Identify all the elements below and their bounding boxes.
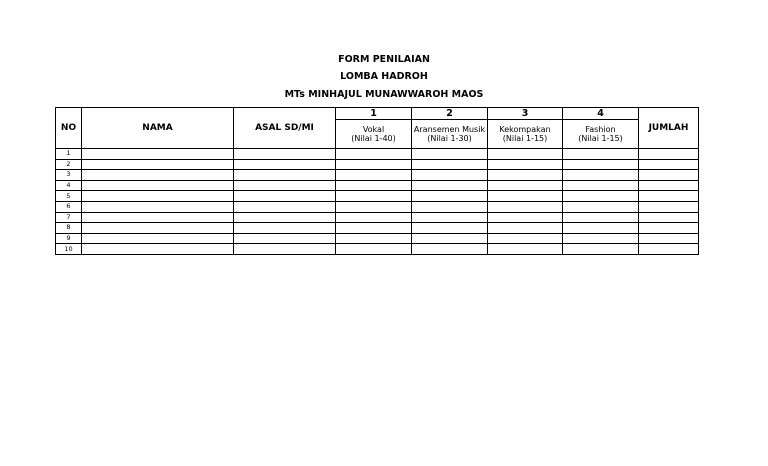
school-name: MTs MINHAJUL MUNAWWAROH MAOS — [284, 89, 484, 100]
asal-cell[interactable] — [234, 170, 336, 181]
aransemen-score-cell[interactable] — [412, 159, 488, 170]
criteria-name: Kekompakan — [499, 124, 551, 134]
table-row — [56, 191, 699, 202]
jumlah-cell[interactable] — [639, 233, 699, 244]
criteria-name: Vokal — [362, 124, 385, 134]
aransemen-score-cell[interactable] — [412, 233, 488, 244]
fashion-score-cell[interactable] — [563, 223, 639, 234]
asal-cell[interactable] — [234, 191, 336, 202]
asal-cell[interactable] — [234, 201, 336, 212]
col-asal-header: ASAL SD/MI — [234, 108, 336, 149]
kekompakan-score-cell[interactable] — [488, 149, 563, 160]
fashion-score-cell[interactable] — [563, 191, 639, 202]
table-row — [56, 212, 699, 223]
vokal-score-cell[interactable] — [336, 159, 412, 170]
row-number: 2 — [56, 159, 82, 170]
row-number: 7 — [56, 212, 82, 223]
nama-cell[interactable] — [82, 223, 234, 234]
fashion-score-cell[interactable] — [563, 149, 639, 160]
fashion-score-cell[interactable] — [563, 201, 639, 212]
criteria-number: 2 — [412, 108, 488, 120]
table-row — [56, 159, 699, 170]
criteria-vokal — [336, 120, 412, 149]
vokal-score-cell[interactable] — [336, 233, 412, 244]
kekompakan-score-cell[interactable] — [488, 201, 563, 212]
criteria-kekompakan — [488, 120, 563, 149]
aransemen-score-cell[interactable] — [412, 223, 488, 234]
asal-cell[interactable] — [234, 159, 336, 170]
vokal-score-cell[interactable] — [336, 212, 412, 223]
asal-cell[interactable] — [234, 212, 336, 223]
asal-cell[interactable] — [234, 244, 336, 255]
kekompakan-score-cell[interactable] — [488, 223, 563, 234]
fashion-score-cell[interactable] — [563, 180, 639, 191]
fashion-score-cell[interactable] — [563, 233, 639, 244]
row-number: 5 — [56, 191, 82, 202]
aransemen-score-cell[interactable] — [412, 149, 488, 160]
criteria-range: (Nilai 1-30) — [427, 134, 472, 143]
kekompakan-score-cell[interactable] — [488, 191, 563, 202]
assessment-table — [55, 107, 699, 255]
criteria-number: 4 — [563, 108, 639, 120]
criteria-number: 1 — [336, 108, 412, 120]
vokal-score-cell[interactable] — [336, 223, 412, 234]
row-number: 3 — [56, 170, 82, 181]
criteria-range: (Nilai 1-15) — [502, 134, 548, 143]
nama-cell[interactable] — [82, 159, 234, 170]
kekompakan-score-cell[interactable] — [488, 159, 563, 170]
nama-cell[interactable] — [82, 233, 234, 244]
jumlah-cell[interactable] — [639, 149, 699, 160]
form-title: FORM PENILAIAN — [338, 54, 430, 65]
aransemen-score-cell[interactable] — [412, 212, 488, 223]
table-row — [56, 180, 699, 191]
aransemen-score-cell[interactable] — [412, 170, 488, 181]
nama-cell[interactable] — [82, 149, 234, 160]
nama-cell[interactable] — [82, 191, 234, 202]
criteria-name: Aransemen Musik — [413, 124, 486, 134]
form-subtitle: LOMBA HADROH — [340, 71, 428, 82]
nama-cell[interactable] — [82, 201, 234, 212]
criteria-name: Fashion — [585, 124, 616, 134]
asal-cell[interactable] — [234, 180, 336, 191]
table-row — [56, 244, 699, 255]
col-no-header: NO — [56, 108, 82, 149]
aransemen-score-cell[interactable] — [412, 180, 488, 191]
jumlah-cell[interactable] — [639, 159, 699, 170]
fashion-score-cell[interactable] — [563, 170, 639, 181]
row-number: 1 — [56, 149, 82, 160]
asal-cell[interactable] — [234, 223, 336, 234]
row-number: 6 — [56, 201, 82, 212]
table-row — [56, 201, 699, 212]
criteria-range: (Nilai 1-15) — [578, 134, 623, 143]
table-row — [56, 149, 699, 160]
row-number: 10 — [56, 244, 82, 255]
asal-cell[interactable] — [234, 149, 336, 160]
aransemen-score-cell[interactable] — [412, 201, 488, 212]
table-row — [56, 223, 699, 234]
col-nama-header: NAMA — [82, 108, 234, 149]
jumlah-cell[interactable] — [639, 201, 699, 212]
vokal-score-cell[interactable] — [336, 191, 412, 202]
jumlah-cell[interactable] — [639, 180, 699, 191]
jumlah-cell[interactable] — [639, 170, 699, 181]
vokal-score-cell[interactable] — [336, 180, 412, 191]
vokal-score-cell[interactable] — [336, 201, 412, 212]
nama-cell[interactable] — [82, 244, 234, 255]
kekompakan-score-cell[interactable] — [488, 233, 563, 244]
kekompakan-score-cell[interactable] — [488, 244, 563, 255]
fashion-score-cell[interactable] — [563, 212, 639, 223]
kekompakan-score-cell[interactable] — [488, 170, 563, 181]
fashion-score-cell[interactable] — [563, 159, 639, 170]
nama-cell[interactable] — [82, 212, 234, 223]
jumlah-cell[interactable] — [639, 223, 699, 234]
aransemen-score-cell[interactable] — [412, 191, 488, 202]
criteria-range: (Nilai 1-40) — [351, 134, 396, 143]
table-row — [56, 233, 699, 244]
criteria-number: 3 — [488, 108, 563, 120]
nama-cell[interactable] — [82, 170, 234, 181]
asal-cell[interactable] — [234, 233, 336, 244]
vokal-score-cell[interactable] — [336, 244, 412, 255]
table-row — [56, 170, 699, 181]
row-number: 9 — [56, 233, 82, 244]
jumlah-cell[interactable] — [639, 244, 699, 255]
jumlah-cell[interactable] — [639, 191, 699, 202]
kekompakan-score-cell[interactable] — [488, 180, 563, 191]
vokal-score-cell[interactable] — [336, 149, 412, 160]
criteria-aransemen — [412, 120, 488, 149]
row-number: 4 — [56, 180, 82, 191]
row-number: 8 — [56, 223, 82, 234]
aransemen-score-cell[interactable] — [412, 244, 488, 255]
fashion-score-cell[interactable] — [563, 244, 639, 255]
nama-cell[interactable] — [82, 180, 234, 191]
vokal-score-cell[interactable] — [336, 170, 412, 181]
criteria-fashion — [563, 120, 639, 149]
jumlah-cell[interactable] — [639, 212, 699, 223]
kekompakan-score-cell[interactable] — [488, 212, 563, 223]
col-jumlah-header: JUMLAH — [639, 108, 699, 149]
